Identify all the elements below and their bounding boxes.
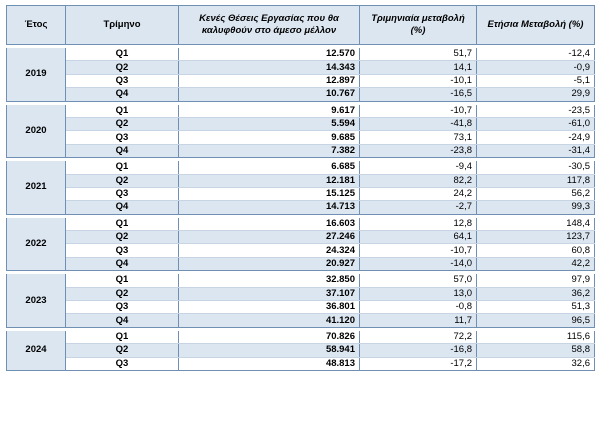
- quarter-cell: Q1: [66, 105, 179, 118]
- vacancies-cell: 14.713: [179, 201, 360, 214]
- quarterly-change-cell: -23,8: [360, 144, 477, 157]
- quarterly-change-cell: 72,2: [360, 331, 477, 344]
- quarterly-change-cell: 12,8: [360, 218, 477, 231]
- quarter-cell: Q2: [66, 117, 179, 130]
- quarter-cell: Q3: [66, 131, 179, 144]
- vacancies-cell: 36.801: [179, 301, 360, 314]
- table-row: [7, 161, 595, 174]
- year-cell: 2024: [7, 331, 66, 371]
- annual-change-cell: 42,2: [477, 257, 595, 270]
- table-row: [7, 131, 595, 144]
- table-row: [7, 117, 595, 130]
- vacancies-cell: 20.927: [179, 257, 360, 270]
- quarter-cell: Q2: [66, 344, 179, 357]
- quarterly-change-cell: -14,0: [360, 257, 477, 270]
- quarterly-change-cell: 51,7: [360, 48, 477, 61]
- vacancies-cell: 5.594: [179, 117, 360, 130]
- quarter-cell: Q3: [66, 244, 179, 257]
- vacancies-table-container: [6, 5, 594, 371]
- annual-change-cell: 96,5: [477, 314, 595, 327]
- annual-change-cell: 97,9: [477, 274, 595, 287]
- annual-change-cell: 29,9: [477, 88, 595, 101]
- annual-change-cell: -61,0: [477, 117, 595, 130]
- quarter-cell: Q2: [66, 231, 179, 244]
- quarter-cell: Q3: [66, 357, 179, 370]
- annual-change-cell: 32,6: [477, 357, 595, 370]
- vacancies-cell: 24.324: [179, 244, 360, 257]
- table-row: [7, 88, 595, 101]
- quarterly-change-header: Τριμηνιαία μεταβολή (%): [360, 6, 477, 45]
- table-row: [7, 357, 595, 370]
- annual-change-cell: 56,2: [477, 187, 595, 200]
- quarterly-change-cell: 82,2: [360, 174, 477, 187]
- year-cell: 2021: [7, 161, 66, 214]
- table-row: [7, 274, 595, 287]
- quarter-cell: Q4: [66, 88, 179, 101]
- quarterly-change-cell: -16,5: [360, 88, 477, 101]
- quarterly-change-cell: 14,1: [360, 61, 477, 74]
- vacancies-cell: 27.246: [179, 231, 360, 244]
- quarterly-change-cell: -0,8: [360, 301, 477, 314]
- year-cell: 2019: [7, 48, 66, 101]
- annual-change-cell: 99,3: [477, 201, 595, 214]
- annual-change-cell: 36,2: [477, 287, 595, 300]
- table-row: [7, 257, 595, 270]
- annual-change-cell: 117,8: [477, 174, 595, 187]
- table-row: [7, 105, 595, 118]
- header-row: [7, 6, 595, 45]
- quarterly-change-cell: 11,7: [360, 314, 477, 327]
- vacancies-cell: 12.570: [179, 48, 360, 61]
- vacancies-header: Κενές Θέσεις Εργασίας που θα καλυφθούν στο άμεσο μέλλον: [179, 6, 360, 45]
- quarter-cell: Q4: [66, 257, 179, 270]
- table-row: [7, 314, 595, 327]
- quarter-cell: Q3: [66, 187, 179, 200]
- quarterly-change-cell: -10,7: [360, 105, 477, 118]
- annual-change-header: Ετήσια Μεταβολή (%): [477, 6, 595, 45]
- table-row: [7, 244, 595, 257]
- quarter-cell: Q3: [66, 301, 179, 314]
- table-row: [7, 174, 595, 187]
- vacancies-cell: 9.617: [179, 105, 360, 118]
- quarter-cell: Q1: [66, 218, 179, 231]
- quarterly-change-cell: -10,1: [360, 74, 477, 87]
- table-row: [7, 344, 595, 357]
- quarterly-change-cell: 24,2: [360, 187, 477, 200]
- vacancies-cell: 48.813: [179, 357, 360, 370]
- annual-change-cell: 115,6: [477, 331, 595, 344]
- quarter-cell: Q2: [66, 61, 179, 74]
- annual-change-cell: -31,4: [477, 144, 595, 157]
- annual-change-cell: 60,8: [477, 244, 595, 257]
- quarter-cell: Q1: [66, 48, 179, 61]
- year-cell: 2022: [7, 218, 66, 271]
- quarterly-change-cell: 57,0: [360, 274, 477, 287]
- annual-change-cell: -12,4: [477, 48, 595, 61]
- annual-change-cell: -0,9: [477, 61, 595, 74]
- vacancies-table: [6, 5, 595, 371]
- quarter-cell: Q1: [66, 331, 179, 344]
- annual-change-cell: -5,1: [477, 74, 595, 87]
- table-row: [7, 287, 595, 300]
- year-cell: 2020: [7, 105, 66, 158]
- table-row: [7, 301, 595, 314]
- quarter-cell: Q3: [66, 74, 179, 87]
- vacancies-cell: 16.603: [179, 218, 360, 231]
- quarterly-change-cell: 64,1: [360, 231, 477, 244]
- quarter-header: Τρίμηνο: [66, 6, 179, 45]
- quarter-cell: Q1: [66, 274, 179, 287]
- quarterly-change-cell: -41,8: [360, 117, 477, 130]
- table-row: [7, 218, 595, 231]
- table-row: [7, 48, 595, 61]
- vacancies-cell: 9.685: [179, 131, 360, 144]
- quarter-cell: Q4: [66, 201, 179, 214]
- vacancies-cell: 12.897: [179, 74, 360, 87]
- vacancies-cell: 15.125: [179, 187, 360, 200]
- annual-change-cell: 148,4: [477, 218, 595, 231]
- quarterly-change-cell: -9,4: [360, 161, 477, 174]
- year-cell: 2023: [7, 274, 66, 327]
- annual-change-cell: 58,8: [477, 344, 595, 357]
- table-body: [7, 45, 595, 371]
- table-row: [7, 61, 595, 74]
- table-row: [7, 187, 595, 200]
- quarter-cell: Q2: [66, 174, 179, 187]
- table-row: [7, 144, 595, 157]
- quarter-cell: Q1: [66, 161, 179, 174]
- vacancies-cell: 10.767: [179, 88, 360, 101]
- vacancies-cell: 41.120: [179, 314, 360, 327]
- quarter-cell: Q4: [66, 144, 179, 157]
- annual-change-cell: 51,3: [477, 301, 595, 314]
- table-row: [7, 231, 595, 244]
- table-row: [7, 331, 595, 344]
- vacancies-cell: 32.850: [179, 274, 360, 287]
- quarterly-change-cell: -17,2: [360, 357, 477, 370]
- table-row: [7, 74, 595, 87]
- vacancies-cell: 7.382: [179, 144, 360, 157]
- vacancies-cell: 58.941: [179, 344, 360, 357]
- annual-change-cell: 123,7: [477, 231, 595, 244]
- vacancies-cell: 37.107: [179, 287, 360, 300]
- annual-change-cell: -30,5: [477, 161, 595, 174]
- quarterly-change-cell: 73,1: [360, 131, 477, 144]
- quarterly-change-cell: 13,0: [360, 287, 477, 300]
- quarterly-change-cell: -2,7: [360, 201, 477, 214]
- annual-change-cell: -24,9: [477, 131, 595, 144]
- quarterly-change-cell: -10,7: [360, 244, 477, 257]
- vacancies-cell: 12.181: [179, 174, 360, 187]
- table-row: [7, 201, 595, 214]
- vacancies-cell: 14.343: [179, 61, 360, 74]
- quarterly-change-cell: -16,8: [360, 344, 477, 357]
- annual-change-cell: -23,5: [477, 105, 595, 118]
- vacancies-cell: 6.685: [179, 161, 360, 174]
- year-header: Έτος: [7, 6, 66, 45]
- quarter-cell: Q2: [66, 287, 179, 300]
- vacancies-cell: 70.826: [179, 331, 360, 344]
- quarter-cell: Q4: [66, 314, 179, 327]
